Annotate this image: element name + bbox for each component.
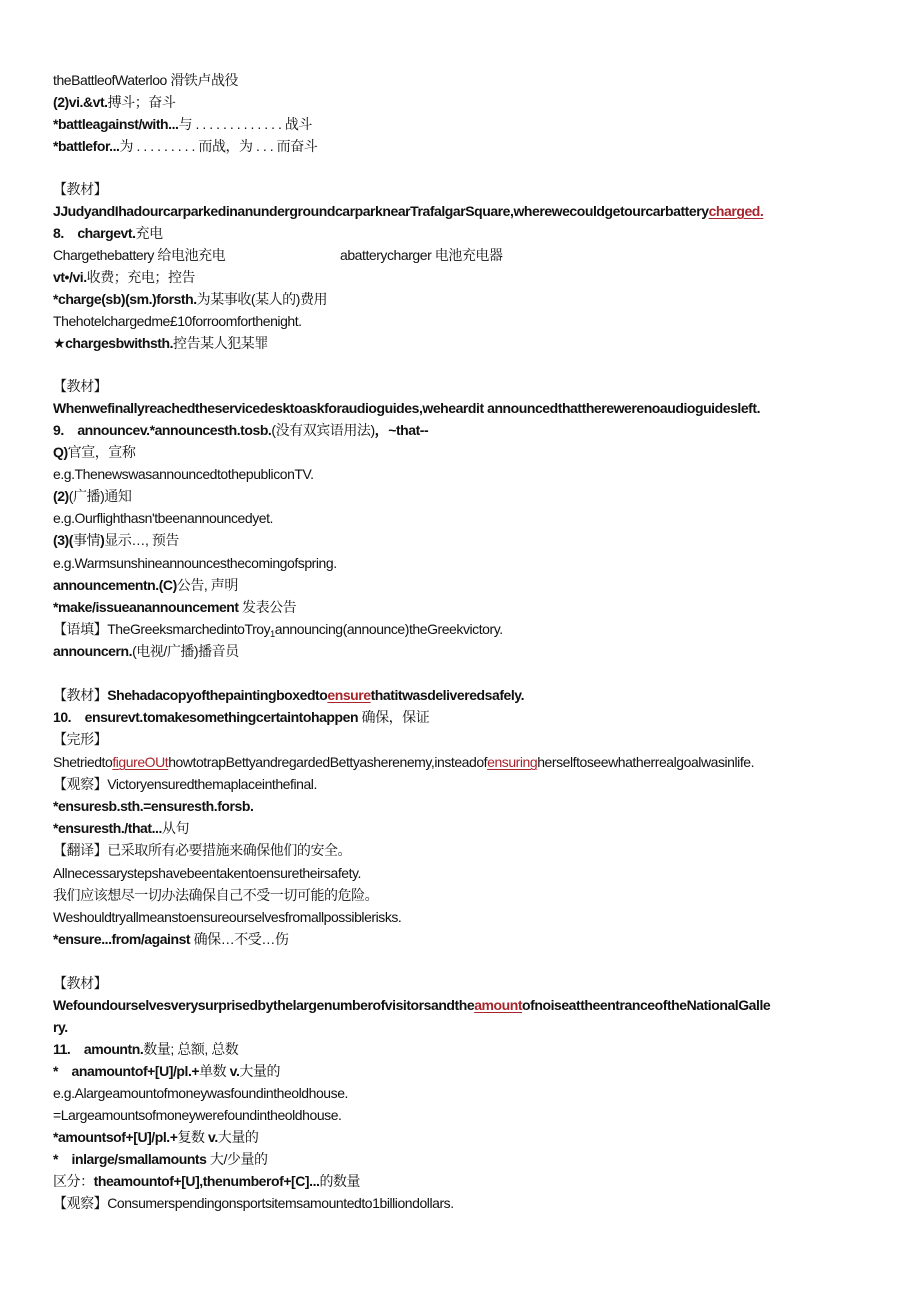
text-line: theBattleofWaterloo 滑铁卢战役	[53, 72, 239, 88]
vocab-heading: 9. announcev.*announcesth.tosb.(没有双宾语用法)，~that--	[53, 422, 429, 438]
example-line: Weshouldtryallmeanstoensureourselvesfromallpossiblerisks.	[53, 909, 402, 925]
text-line: Q)官宣，宣称	[53, 444, 136, 460]
section-tag: 【教材】	[53, 378, 108, 394]
example-line: e.g.Alargeamountofmoneywasfoundintheoldhouse.	[53, 1085, 348, 1101]
textbook-sentence: JJudyandIhadourcarparkedinanundergroundcarparknearTrafalgarSquare,wherewecouldgetourcarbatterycharged.	[53, 203, 764, 219]
section-tag: 【教材】	[53, 975, 108, 991]
text-line: *battleagainst/with...与 . . . . . . . . . . . . . 战斗	[53, 116, 312, 132]
text-line: * inlarge/smallamounts 大/少量的	[53, 1151, 268, 1167]
highlight-word: ensuring	[487, 754, 538, 770]
text-line: Chargethebattery 给电池充电 abatterycharger 电池充电器	[53, 247, 503, 263]
text-line: 【观察】Consumerspendingonsportsitemsamountedto1billiondollars.	[53, 1195, 454, 1211]
section-tag: 【完形】	[53, 731, 108, 747]
textbook-sentence: WefoundourselvesverysurprisedbythelargenumberofvisitorsandtheamountofnoiseattheentranceoftheNationalGalle	[53, 997, 771, 1013]
example-line: e.g.ThenewswasannouncedtothepubliconTV.	[53, 466, 314, 482]
text-line: *ensuresb.sth.=ensuresth.forsb.	[53, 798, 254, 814]
text-line: *charge(sb)(sm.)forsth.为某事收(某人的)费用	[53, 291, 328, 307]
example-line: Allnecessarystepshavebeentakentoensuretheirsafety.	[53, 865, 361, 881]
textbook-sentence: Whenwefinallyreachedtheservicedesktoaskforaudioguides,weheardit announcedthattherewerenoaudioguidesleft.	[53, 400, 761, 416]
text-line: announcementn.(C)公告, 声明	[53, 577, 238, 593]
textbook-sentence: 【教材】Shehadacopyofthepaintingboxedtoensurethatitwasdeliveredsafely.	[53, 687, 525, 703]
highlight-word: charged.	[708, 203, 764, 219]
text-line: ★chargesbwithsth.控告某人犯某罪	[53, 335, 268, 351]
text-line: ShetriedtofigureOUthowtotrapBettyandregardedBettyasherenemy,insteadofensuringherselftoseewhatherrealgoalwasinlife.	[53, 754, 755, 770]
text-line: 区分：theamountof+[U],thenumberof+[C]...的数量	[53, 1173, 361, 1189]
text-line: *amountsof+[U]/pl.+复数 v.大量的	[53, 1129, 259, 1145]
example-line: Thehotelchargedme£10forroomforthenight.	[53, 313, 302, 329]
example-line: e.g.Ourflighthasn'tbeenannouncedyet.	[53, 510, 273, 526]
text-line: *battlefor...为 . . . . . . . . . 而战，为 . . . 而奋斗	[53, 138, 318, 154]
vocab-heading: 11. amountn.数量; 总额, 总数	[53, 1041, 239, 1057]
text-line: 我们应该想尽一切办法确保自己不受一切可能的危险。	[53, 887, 379, 903]
text-line: 【翻译】已采取所有必要措施来确保他们的安全。	[53, 842, 352, 858]
highlight-word: figureOUt	[112, 754, 169, 770]
text-line: * anamountof+[U]/pl.+单数 v.大量的	[53, 1063, 281, 1079]
section-tag: 【教材】	[53, 181, 108, 197]
highlight-word: amount	[474, 997, 523, 1013]
text-line: (3)(事情)显示…, 预告	[53, 532, 179, 548]
vocab-heading: 10. ensurevt.tomakesomethingcertaintohappen 确保，保证	[53, 709, 430, 725]
text-line: *make/issueanannouncement 发表公告	[53, 599, 297, 615]
text-line: 【语填】TheGreeksmarchedintoTroy$_1$announcing(announce)theGreekvictory.	[53, 621, 503, 639]
text-line: *ensuresth./that...从句	[53, 820, 190, 836]
vocab-heading: 8. chargevt.充电	[53, 225, 163, 241]
text-line: ry.	[53, 1019, 68, 1035]
example-line: e.g.Warmsunshineannouncesthecomingofspring.	[53, 555, 337, 571]
text-line: (2)(广播)通知	[53, 488, 132, 504]
highlight-word: ensure	[327, 687, 371, 703]
text-line: announcern.(电视/广播)播音员	[53, 643, 239, 659]
example-line: =Largeamountsofmoneywerefoundintheoldhouse.	[53, 1107, 342, 1123]
text-line: vt•/vi.收费；充电；控告	[53, 269, 196, 285]
text-line: (2)vi.&vt.搏斗；奋斗	[53, 94, 176, 110]
text-line: *ensure...from/against 确保…不受…伤	[53, 931, 289, 947]
text-line: 【观察】Victoryensuredthemaplaceinthefinal.	[53, 776, 317, 792]
